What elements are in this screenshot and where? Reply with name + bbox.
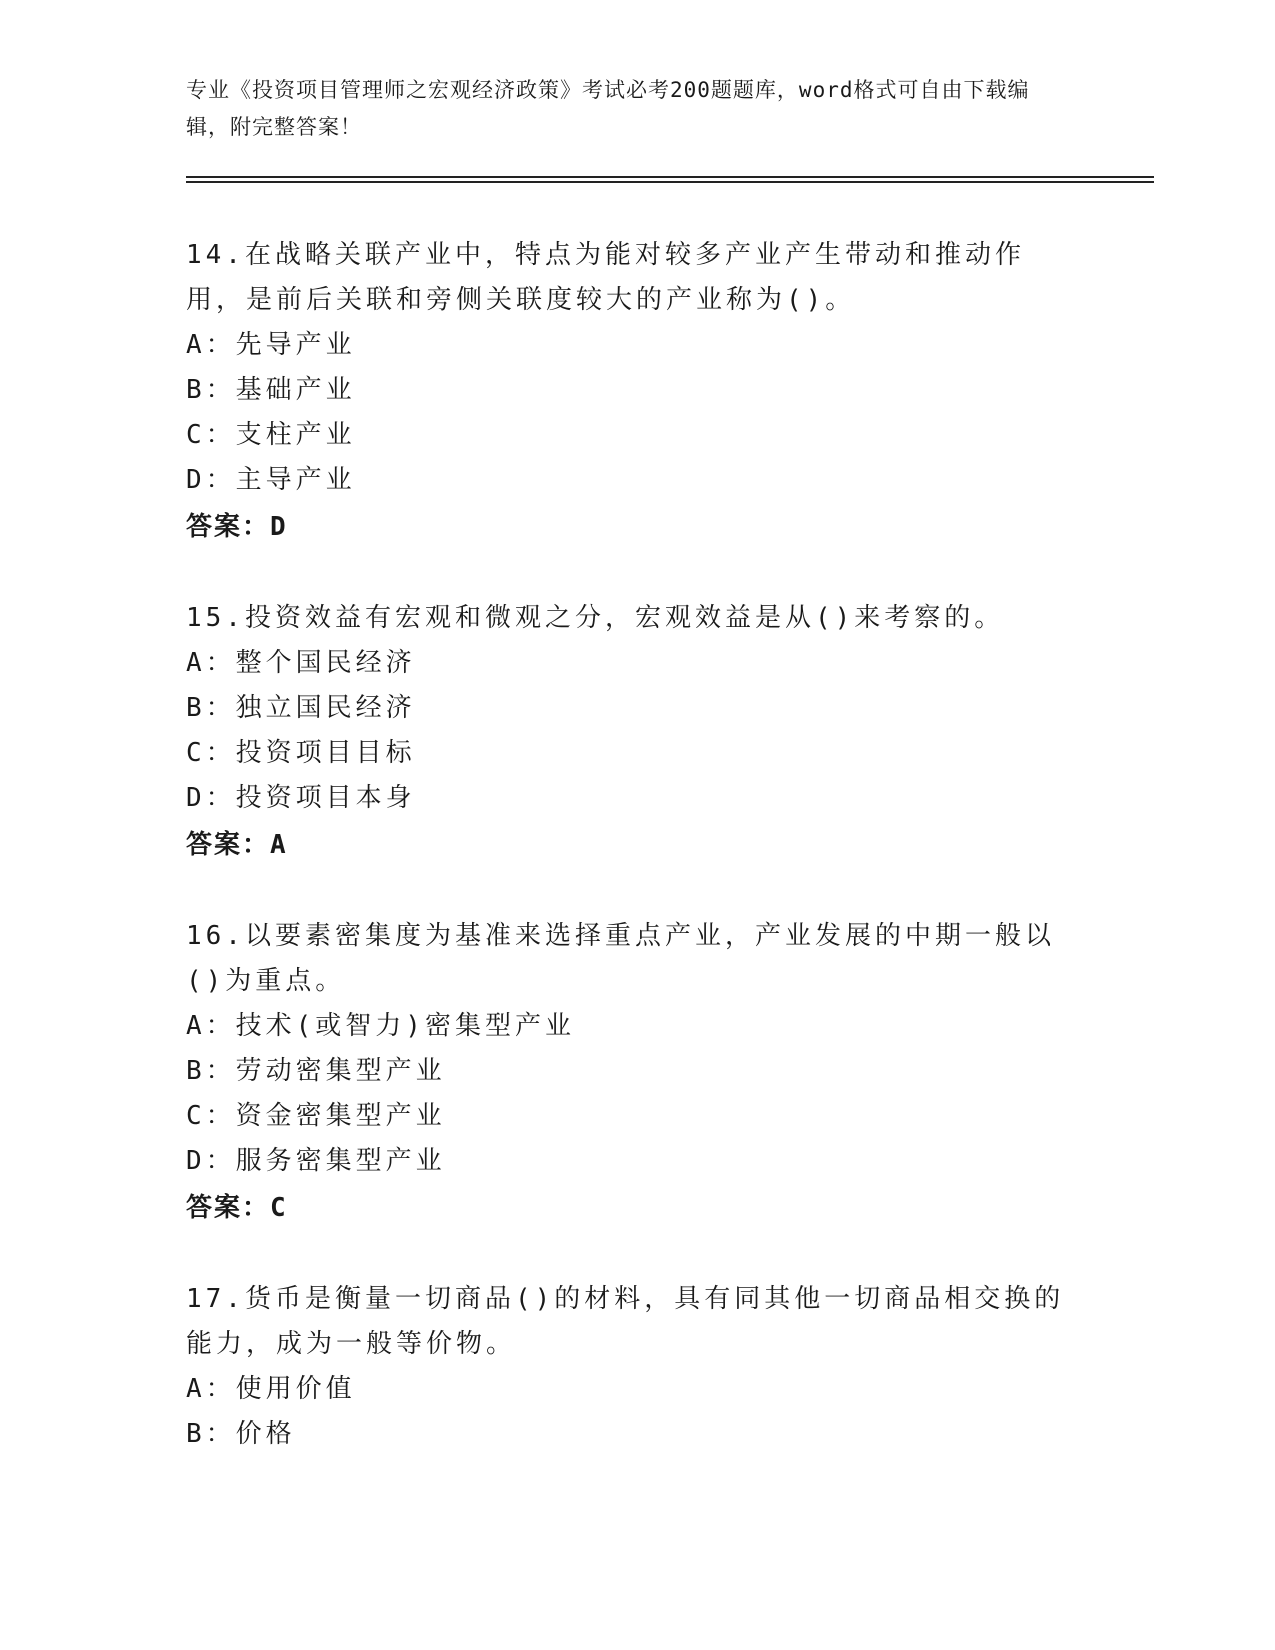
question-stem: 16.以要素密集度为基准来选择重点产业，产业发展的中期一般以()为重点。	[186, 921, 1055, 996]
option-b: B：劳动密集型产业	[186, 1056, 446, 1086]
option-a: A：整个国民经济	[186, 648, 416, 678]
question-stem: 14.在战略关联产业中，特点为能对较多产业产生带动和推动作用，是前后关联和旁侧关联度较大的产业称为()。	[186, 240, 1025, 315]
option-b: B：独立国民经济	[186, 693, 416, 723]
question-stem: 15.投资效益有宏观和微观之分，宏观效益是从()来考察的。	[186, 603, 1005, 633]
answer-line: 答案：C	[186, 1193, 288, 1223]
question-14	[186, 233, 1156, 550]
option-d: D：主导产业	[186, 465, 356, 495]
option-d: D：投资项目本身	[186, 783, 416, 813]
question-17	[186, 1277, 1156, 1457]
option-c: C：资金密集型产业	[186, 1101, 446, 1131]
option-a: A：技术(或智力)密集型产业	[186, 1011, 575, 1041]
option-a: A：先导产业	[186, 330, 356, 360]
question-15	[186, 596, 1156, 868]
option-a: A：使用价值	[186, 1374, 356, 1404]
question-16	[186, 914, 1156, 1231]
document-page	[186, 72, 1156, 1503]
document-header: 专业《投资项目管理师之宏观经济政策》考试必考200题题库，word格式可自由下载编辑，附完整答案！	[186, 78, 1030, 139]
header-divider	[186, 176, 1154, 183]
option-b: B：基础产业	[186, 375, 356, 405]
option-b: B：价格	[186, 1419, 296, 1449]
option-d: D：服务密集型产业	[186, 1146, 446, 1176]
option-c: C：支柱产业	[186, 420, 356, 450]
question-list	[186, 233, 1156, 1457]
answer-line: 答案：A	[186, 830, 288, 860]
answer-line: 答案：D	[186, 512, 288, 542]
option-c: C：投资项目目标	[186, 738, 416, 768]
question-stem: 17.货币是衡量一切商品()的材料，具有同其他一切商品相交换的能力，成为一般等价物。	[186, 1284, 1065, 1359]
